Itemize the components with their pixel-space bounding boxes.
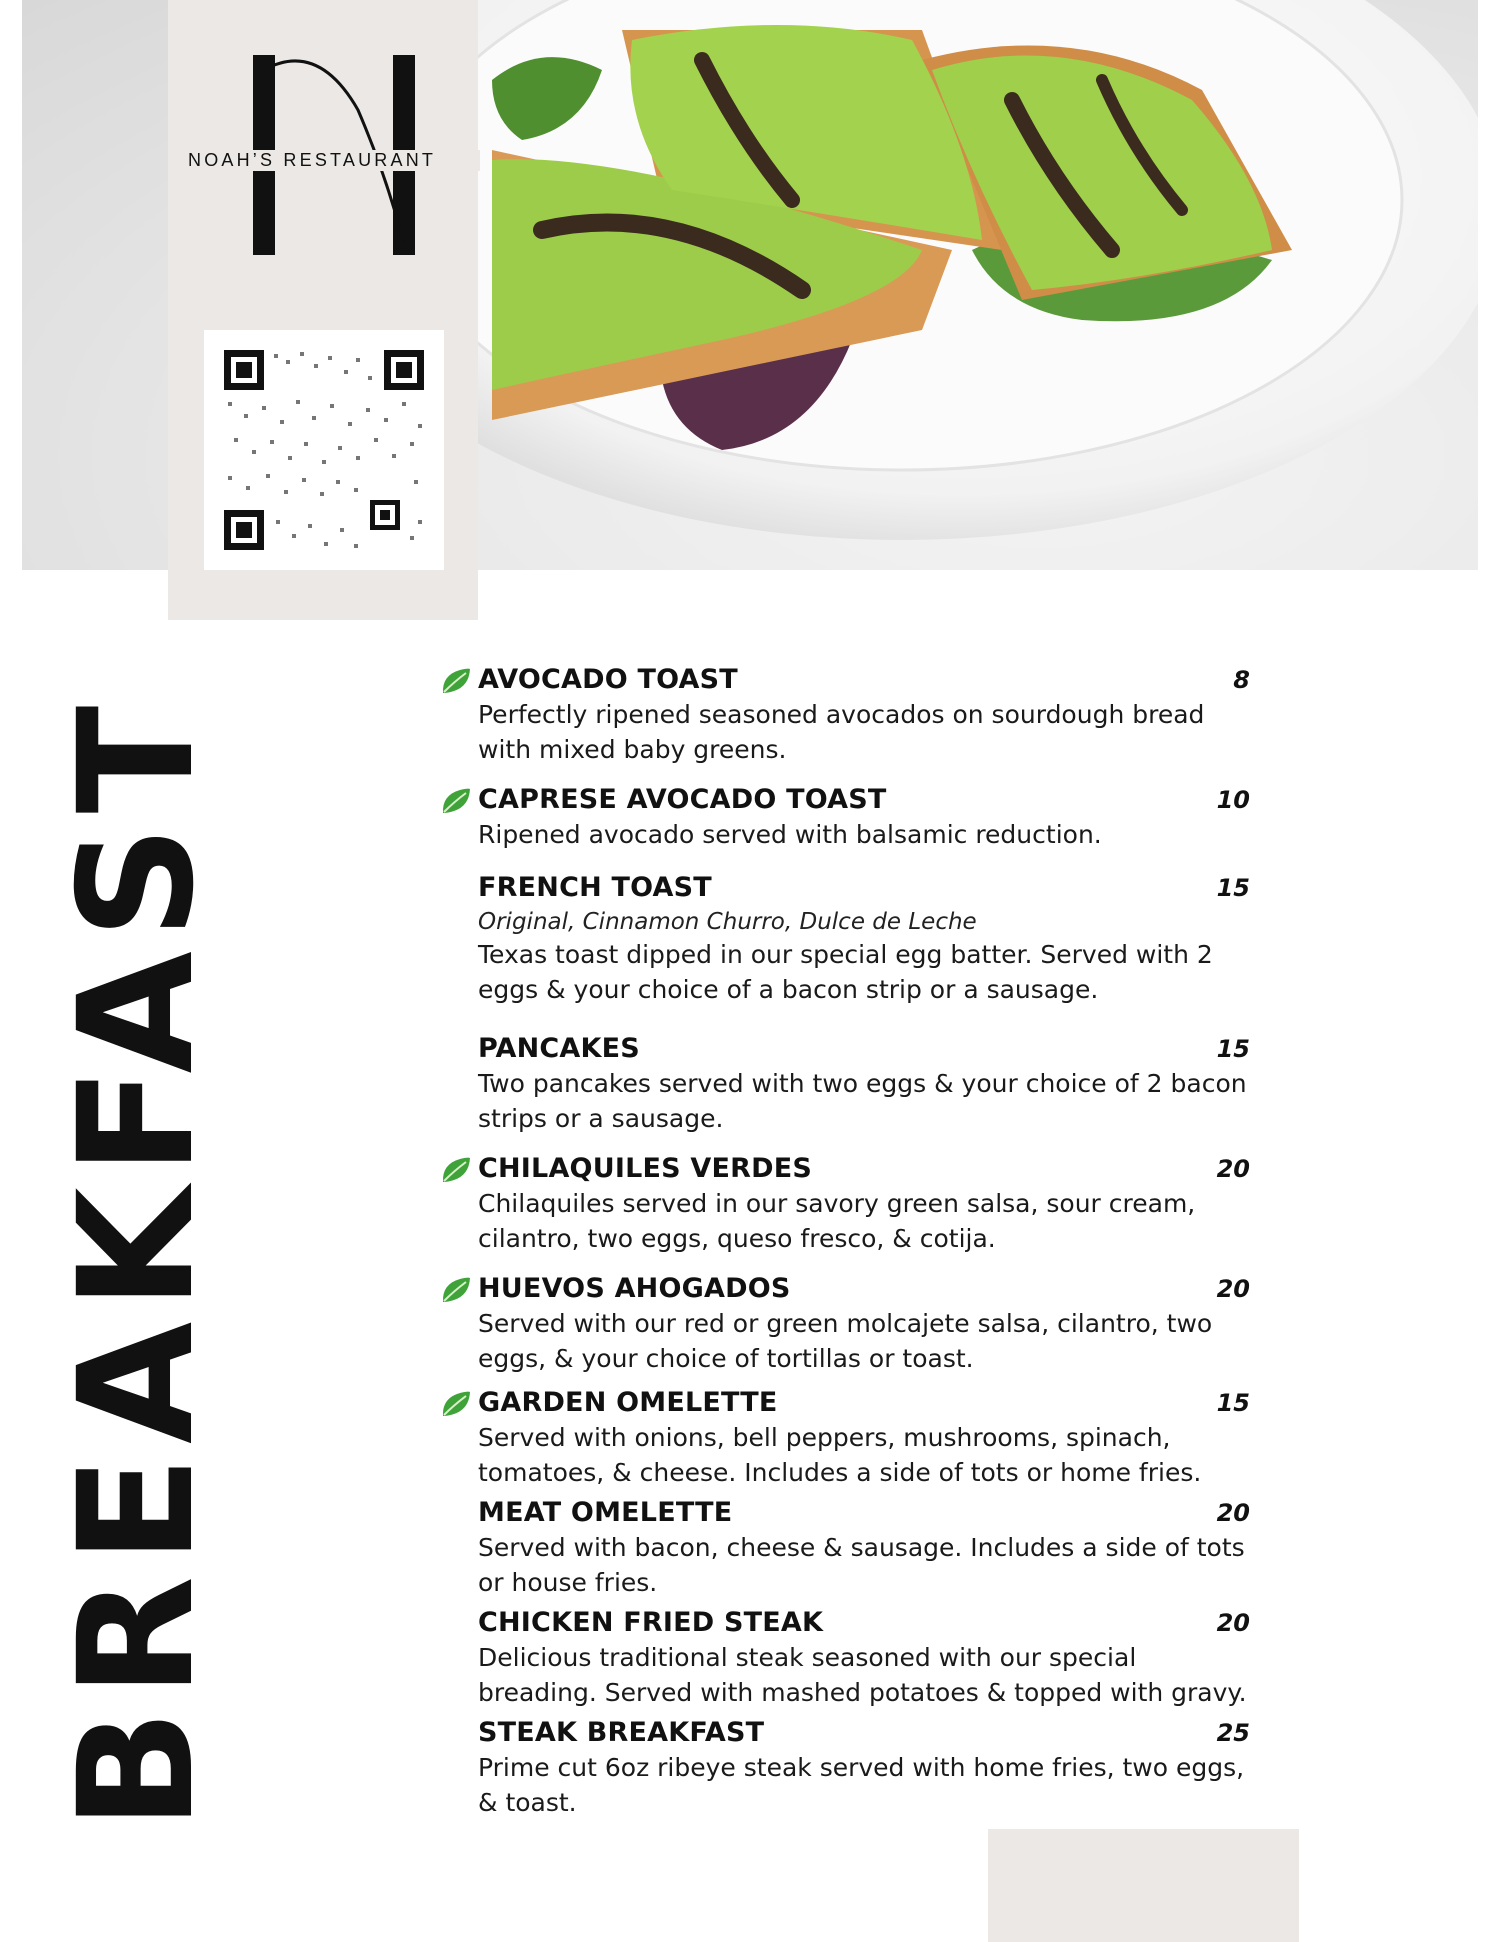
item-name: PANCAKES: [478, 1033, 640, 1064]
item-price: 15: [1216, 1389, 1250, 1417]
item-name: AVOCADO TOAST: [478, 664, 738, 695]
item-description: Served with onions, bell peppers, mushrooms, spinach, tomatoes, & cheese. Includes a side of tots or home fries.: [478, 1423, 1202, 1487]
item-description: Ripened avocado served with balsamic reduction.: [478, 820, 1102, 849]
item-price: 15: [1216, 874, 1250, 902]
item-name: CAPRESE AVOCADO TOAST: [478, 784, 887, 815]
item-name: FRENCH TOAST: [478, 872, 712, 903]
qr-code-icon: [204, 330, 444, 570]
qr-code[interactable]: [204, 330, 444, 570]
menu-item: [478, 1387, 1258, 1490]
item-description: Prime cut 6oz ribeye steak served with home fries, two eggs, & toast.: [478, 1753, 1245, 1817]
decorative-block: [988, 1829, 1299, 1942]
page-title: BREAKFAST: [45, 693, 229, 1830]
item-price: 20: [1216, 1275, 1250, 1303]
item-price: 20: [1216, 1155, 1250, 1183]
menu-item: [478, 1033, 1258, 1136]
leaf-icon: [440, 786, 472, 816]
menu-item: [478, 1607, 1258, 1710]
leaf-icon: [440, 1275, 472, 1305]
menu-item: [478, 872, 1258, 1007]
item-name: STEAK BREAKFAST: [478, 1717, 765, 1748]
menu-item: [478, 784, 1258, 852]
menu-item: [478, 1497, 1258, 1600]
leaf-icon: [440, 1155, 472, 1185]
item-name: MEAT OMELETTE: [478, 1497, 733, 1528]
item-description: Two pancakes served with two eggs & your choice of 2 bacon strips or a sausage.: [478, 1069, 1247, 1133]
restaurant-name: NOAH’S RESTAURANT: [186, 150, 480, 171]
item-price: 20: [1216, 1499, 1250, 1527]
item-price: 15: [1216, 1035, 1250, 1063]
item-price: 20: [1216, 1609, 1250, 1637]
item-description: Delicious traditional steak seasoned with our special breading. Served with mashed potatoes & topped with gravy.: [478, 1643, 1247, 1707]
item-description: Texas toast dipped in our special egg batter. Served with 2 eggs & your choice of a bacon strip or a sausage.: [478, 940, 1213, 1004]
item-price: 10: [1216, 786, 1250, 814]
item-name: CHICKEN FRIED STEAK: [478, 1607, 824, 1638]
menu-item: [478, 1273, 1258, 1376]
menu-item: [478, 1153, 1258, 1256]
item-price: 8: [1233, 666, 1250, 694]
menu-item: [478, 1717, 1258, 1820]
leaf-icon: [440, 1389, 472, 1419]
item-price: 25: [1216, 1719, 1250, 1747]
item-description: Perfectly ripened seasoned avocados on sourdough bread with mixed baby greens.: [478, 700, 1205, 764]
item-description: Served with bacon, cheese & sausage. Includes a side of tots or house fries.: [478, 1533, 1245, 1597]
item-description: Chilaquiles served in our savory green salsa, sour cream, cilantro, two eggs, queso fresco, & cotija.: [478, 1189, 1196, 1253]
menu-item: [478, 664, 1258, 767]
item-name: GARDEN OMELETTE: [478, 1387, 778, 1418]
brand-panel: [168, 0, 478, 620]
item-options: Original, Cinnamon Churro, Dulce de Leche: [478, 909, 977, 935]
item-description: Served with our red or green molcajete salsa, cilantro, two eggs, & your choice of tortillas or toast.: [478, 1309, 1213, 1373]
leaf-icon: [440, 666, 472, 696]
item-name: CHILAQUILES VERDES: [478, 1153, 813, 1184]
item-name: HUEVOS AHOGADOS: [478, 1273, 791, 1304]
